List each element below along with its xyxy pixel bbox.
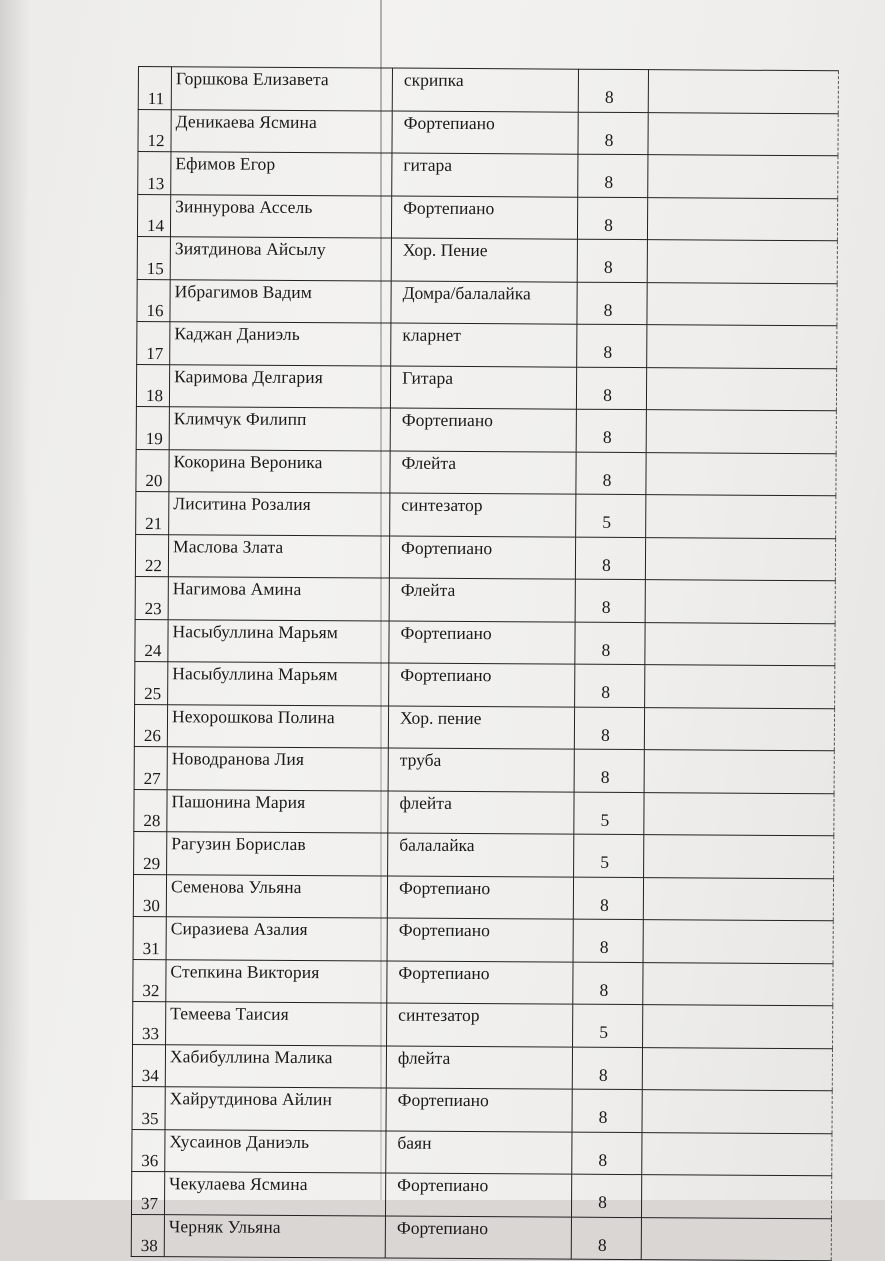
student-name: Нехорошкова Полина <box>167 704 388 748</box>
empty-cell <box>641 1175 831 1219</box>
student-name: Новодранова Лия <box>167 747 388 791</box>
student-name: Рагузин Борислав <box>167 832 388 876</box>
student-name: Климчук Филипп <box>169 407 390 451</box>
grade-value: 5 <box>576 494 646 537</box>
row-number: 36 <box>132 1129 165 1172</box>
table-row <box>134 789 834 836</box>
grade-value: 8 <box>576 409 646 452</box>
empty-cell <box>641 1217 831 1261</box>
empty-cell <box>645 537 835 581</box>
table-row <box>132 1129 832 1176</box>
instrument: балалайка <box>388 833 574 877</box>
row-number: 17 <box>137 321 170 364</box>
empty-cell <box>647 282 837 326</box>
row-number: 32 <box>133 959 166 1002</box>
instrument: Фортепиано <box>389 536 575 580</box>
empty-cell <box>644 750 834 794</box>
student-name: Нагимова Амина <box>168 577 389 621</box>
grade-value: 8 <box>574 707 644 750</box>
student-name: Горшкова Елизавета <box>171 67 392 111</box>
grade-value: 8 <box>578 154 648 197</box>
empty-cell <box>644 792 834 836</box>
table-row <box>136 406 836 453</box>
student-name: Зиятдинова Айсылу <box>170 237 391 281</box>
empty-cell <box>648 70 838 114</box>
instrument: Фортепиано <box>390 408 576 452</box>
row-number: 24 <box>135 619 168 662</box>
grade-value: 8 <box>576 452 646 495</box>
row-number: 35 <box>132 1086 165 1129</box>
instrument: Фортепиано <box>387 876 573 920</box>
empty-cell <box>646 495 836 539</box>
row-number: 12 <box>138 109 171 152</box>
empty-cell <box>645 580 835 624</box>
table-row <box>135 661 835 708</box>
grade-value: 8 <box>577 282 647 325</box>
grade-value: 8 <box>577 197 647 240</box>
row-number: 16 <box>137 279 170 322</box>
instrument: Гитара <box>390 366 576 410</box>
empty-cell <box>643 877 833 921</box>
student-name: Каримова Делгария <box>169 364 390 408</box>
grades-table <box>131 66 839 1261</box>
grade-value: 5 <box>573 1004 643 1047</box>
student-name: Маслова Злата <box>168 534 389 578</box>
empty-cell <box>643 1005 833 1049</box>
table-row <box>134 831 834 878</box>
table-row <box>133 874 833 921</box>
row-number: 33 <box>133 1001 166 1044</box>
empty-cell <box>648 112 838 156</box>
student-name: Хабибуллина Малика <box>165 1044 386 1088</box>
row-number: 34 <box>132 1044 165 1087</box>
table-row <box>137 194 837 241</box>
table-row <box>132 1044 832 1091</box>
student-name: Каджан Даниэль <box>170 322 391 366</box>
student-name: Ибрагимов Вадим <box>170 279 391 323</box>
student-name: Ефимов Егор <box>171 152 392 196</box>
student-name: Насыбуллина Марьям <box>168 619 389 663</box>
row-number: 13 <box>138 152 171 195</box>
grade-value: 5 <box>574 792 644 835</box>
instrument: Фортепиано <box>391 196 577 240</box>
row-number: 22 <box>135 534 168 577</box>
empty-cell <box>645 665 835 709</box>
grade-value: 8 <box>574 749 644 792</box>
table-row <box>138 109 838 156</box>
row-number: 14 <box>137 194 170 237</box>
student-name: Сиразиева Азалия <box>166 917 387 961</box>
empty-cell <box>642 1132 832 1176</box>
table-row <box>135 576 835 623</box>
empty-cell <box>645 622 835 666</box>
empty-cell <box>647 325 837 369</box>
student-name: Лиситина Розалия <box>169 492 390 536</box>
grade-value: 8 <box>571 1217 641 1260</box>
empty-cell <box>647 240 837 284</box>
grade-value: 8 <box>578 69 648 112</box>
instrument: флейта <box>388 791 574 835</box>
student-name: Семенова Ульяна <box>166 874 387 918</box>
table-row <box>136 449 836 496</box>
grade-value: 8 <box>575 579 645 622</box>
instrument: Флейта <box>390 451 576 495</box>
instrument: труба <box>388 748 574 792</box>
row-number: 20 <box>136 449 169 492</box>
student-name: Деникаева Ясмина <box>171 109 392 153</box>
grade-value: 8 <box>571 1174 641 1217</box>
empty-cell <box>642 1090 832 1134</box>
row-number: 18 <box>136 364 169 407</box>
row-number: 30 <box>133 874 166 917</box>
instrument: Фортепиано <box>387 961 573 1005</box>
grade-value: 8 <box>573 919 643 962</box>
empty-cell <box>643 962 833 1006</box>
student-name: Зиннурова Ассель <box>170 194 391 238</box>
table-row <box>137 279 837 326</box>
instrument: Фортепиано <box>387 918 573 962</box>
grade-value: 8 <box>575 622 645 665</box>
row-number: 26 <box>134 704 167 747</box>
table-row <box>133 959 833 1006</box>
empty-cell <box>646 452 836 496</box>
page-shadow <box>0 0 30 1200</box>
student-name: Черняк Ульяна <box>164 1214 385 1258</box>
row-number: 37 <box>131 1171 164 1214</box>
instrument: Фортепиано <box>385 1173 571 1217</box>
table-row <box>134 746 834 793</box>
instrument: флейта <box>386 1046 572 1090</box>
grades-table-body <box>131 67 838 1261</box>
instrument: синтезатор <box>390 493 576 537</box>
grade-value: 8 <box>573 877 643 920</box>
empty-cell <box>644 835 834 879</box>
instrument: Фортепиано <box>389 621 575 665</box>
table-row <box>137 236 837 283</box>
instrument: Фортепиано <box>389 663 575 707</box>
table-row <box>134 704 834 751</box>
student-name: Хайрутдинова Айлин <box>165 1087 386 1131</box>
row-number: 25 <box>135 661 168 704</box>
empty-cell <box>646 367 836 411</box>
instrument: Хор. пение <box>388 706 574 750</box>
instrument: Фортепиано <box>392 111 578 155</box>
table-row <box>133 1001 833 1048</box>
empty-cell <box>647 197 837 241</box>
instrument: Фортепиано <box>385 1216 571 1260</box>
table-row <box>131 1171 831 1218</box>
instrument: скрипка <box>392 68 578 112</box>
row-number: 15 <box>137 236 170 279</box>
instrument: Домра/балалайка <box>391 281 577 325</box>
table-row <box>138 67 838 114</box>
grade-value: 8 <box>572 1132 642 1175</box>
student-name: Насыбуллина Марьям <box>168 662 389 706</box>
table-row <box>138 152 838 199</box>
empty-cell <box>643 920 833 964</box>
empty-cell <box>648 155 838 199</box>
grade-value: 8 <box>575 537 645 580</box>
empty-cell <box>642 1047 832 1091</box>
table-row <box>136 364 836 411</box>
row-number: 11 <box>138 67 171 110</box>
grade-value: 8 <box>573 962 643 1005</box>
grade-value: 8 <box>572 1089 642 1132</box>
student-name: Пашонина Мария <box>167 789 388 833</box>
grade-value: 5 <box>574 834 644 877</box>
row-number: 23 <box>135 576 168 619</box>
student-name: Хусаинов Даниэль <box>165 1129 386 1173</box>
row-number: 38 <box>131 1214 164 1257</box>
row-number: 21 <box>136 491 169 534</box>
table-row <box>137 321 837 368</box>
grade-value: 8 <box>577 239 647 282</box>
empty-cell <box>644 707 834 751</box>
student-name: Темеева Таисия <box>166 1002 387 1046</box>
grade-value: 8 <box>576 367 646 410</box>
instrument: баян <box>386 1131 572 1175</box>
row-number: 28 <box>134 789 167 832</box>
grade-value: 8 <box>575 664 645 707</box>
row-number: 31 <box>133 916 166 959</box>
table-row <box>136 491 836 538</box>
student-name: Кокорина Вероника <box>169 449 390 493</box>
table-row <box>135 534 835 581</box>
table-row <box>131 1214 831 1261</box>
grade-value: 8 <box>578 112 648 155</box>
student-name: Степкина Виктория <box>166 959 387 1003</box>
instrument: гитара <box>392 153 578 197</box>
empty-cell <box>646 410 836 454</box>
table-row <box>133 916 833 963</box>
grade-value: 8 <box>577 324 647 367</box>
instrument: Флейта <box>389 578 575 622</box>
table-row <box>135 619 835 666</box>
instrument: кларнет <box>391 323 577 367</box>
row-number: 27 <box>134 746 167 789</box>
student-name: Чекулаева Ясмина <box>164 1172 385 1216</box>
instrument: синтезатор <box>387 1003 573 1047</box>
row-number: 29 <box>134 831 167 874</box>
instrument: Фортепиано <box>386 1088 572 1132</box>
table-row <box>132 1086 832 1133</box>
grade-value: 8 <box>572 1047 642 1090</box>
row-number: 19 <box>136 406 169 449</box>
instrument: Хор. Пение <box>391 238 577 282</box>
